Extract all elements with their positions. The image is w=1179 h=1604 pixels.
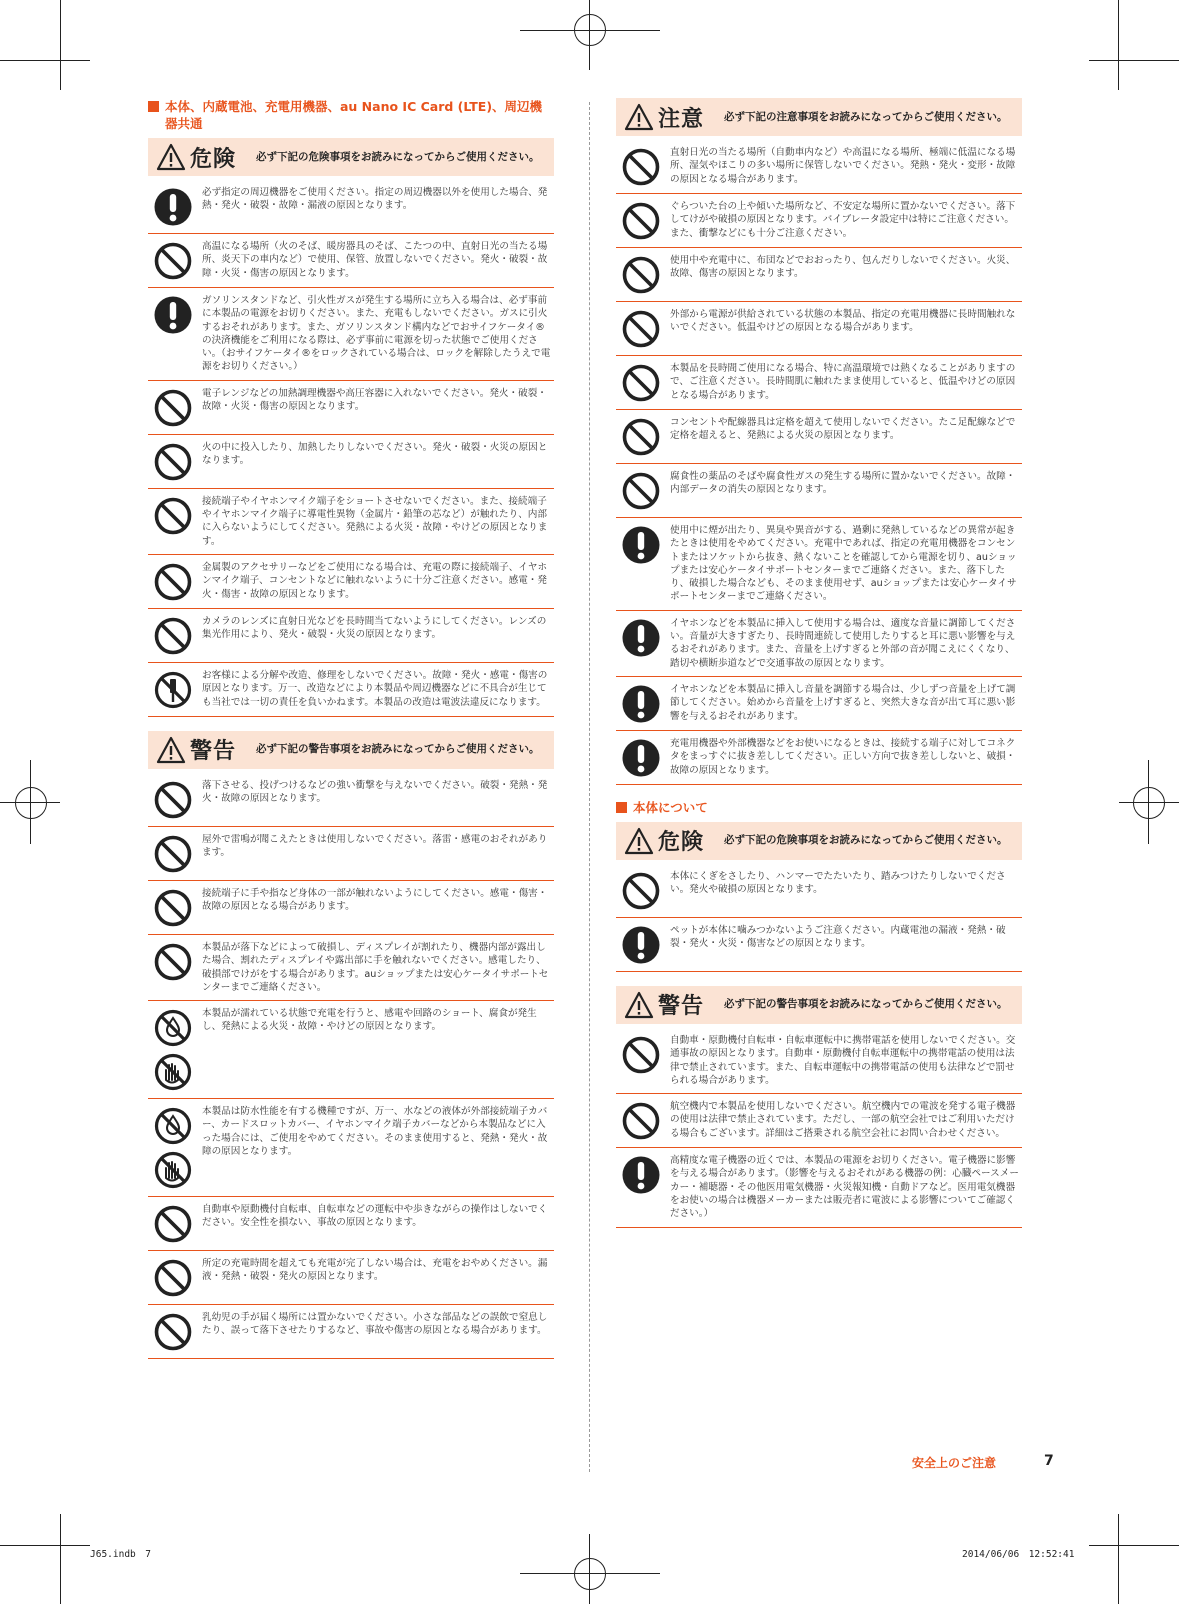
banner-word: 危険 [190, 146, 237, 172]
section-title-text: 本体、内蔵電池、充電用機器、au Nano IC Card (LTE)、周辺機器共通 [165, 99, 543, 131]
banner-word: 注意 [658, 106, 705, 132]
list-item [148, 555, 554, 609]
item-text: 所定の充電時間を超えても充電が完了しない場合は、充電をおやめください。漏液・発熱・破裂・発火の原因となります。 [202, 1258, 548, 1283]
crop-mark [1089, 60, 1179, 61]
prohibited-icon [621, 471, 661, 511]
item-icon-group [148, 561, 198, 602]
list-item [148, 234, 554, 288]
warning-items [148, 773, 554, 1359]
item-icon-group [148, 240, 198, 281]
item-text: 本体にくぎをさしたり、ハンマーでたたいたり、踏みつけたりしないでください。発火や破損の原因となります。 [670, 870, 1006, 896]
item-text: ガソリンスタンドなど、引火性ガスが発生する場所に立ち入る場合は、必ず事前に本製品の電源をお切りください。また、充電もしないでください。ガスに引火するおそれがあります。また、ガソリンスタンド構内などでおサイフケータイ®の決済機能をご利用になる際は、必ず事前に電源を切った状態でご使用ください。（おサイフケータイ®をロックされている場合は、ロックを解除したうえで電源をお切りください。） [202, 295, 551, 373]
item-text: 使用中に煙が出たり、異臭や異音がする、過剰に発熱しているなどの異常が起きたときは使用をやめてください。充電中であれば、指定の充電用機器をコンセントまたはソケットから抜き、熱くないことを確認してから電源を切り、auショップまたは安心ケータイサポートセンターまでご連絡ください。また、落下したり、破損した場合なども、そのまま使用せず、auショップまたは安心ケータイサポートセンターまでご連絡ください。 [670, 525, 1017, 603]
item-icon-group [148, 441, 198, 482]
mandatory-icon [621, 738, 661, 778]
prohibited-icon [153, 942, 193, 982]
item-icon-group [616, 470, 666, 511]
slug-file: J65.indb 7 [90, 1549, 151, 1560]
list-item [148, 180, 554, 234]
warning-banner [616, 986, 1022, 1024]
item-text: 本製品を長時間ご使用になる場合、特に高温環境では熱くなることがありますので、ご注意ください。長時間肌に触れたまま使用していると、低温やけどの原因となる場合があります。 [670, 363, 1016, 401]
list-item [148, 435, 554, 489]
item-icon-group [148, 1105, 198, 1190]
item-icon-group [148, 941, 198, 982]
item-text: 本製品が落下などによって破損し、ディスプレイが割れたり、機器内部が露出した場合、割れたディスプレイや露出部に手を触れないでください。感電したり、破損部でけがをする場合があります。auショップまたは安心ケータイサポートセンターまでご連絡ください。 [202, 941, 549, 993]
mandatory-icon [621, 684, 661, 724]
list-item [616, 918, 1022, 972]
prohibited-icon [621, 363, 661, 403]
no-wet-hands-icon [153, 1052, 193, 1092]
prohibited-icon [621, 147, 661, 187]
no-wet-icon [153, 1106, 193, 1146]
prohibited-icon [621, 255, 661, 295]
list-item [616, 1094, 1022, 1148]
banner-word: 危険 [658, 830, 705, 856]
prohibited-icon [153, 496, 193, 536]
crop-mark [1118, 0, 1119, 90]
list-item [148, 1001, 554, 1099]
mandatory-icon [621, 1155, 661, 1195]
prohibited-icon [153, 780, 193, 820]
item-icon-group [148, 1311, 198, 1352]
page-number: 7 [1044, 1453, 1054, 1469]
item-text: 腐食性の薬品のそばや腐食性ガスの発生する場所に置かないでください。故障・内部データの消失の原因となります。 [670, 471, 1016, 496]
prohibited-icon [153, 388, 193, 428]
item-text: 自動車や原動機付自転車、自転車などの運転中や歩きながらの操作はしないでください。安全性を損ない、事故の原因となります。 [202, 1204, 548, 1229]
no-disassembly-icon [153, 670, 193, 710]
item-icon-group [616, 1154, 666, 1195]
banner-lead: 必ず下記の注意事項をお読みになってからご使用ください。 [724, 110, 1008, 123]
item-icon-group [616, 308, 666, 349]
item-text: 乳幼児の手が届く場所には置かないでください。小さな部品などの誤飲で窒息したり、誤って落下させたりするなど、事故や傷害の原因となる場合があります。 [202, 1312, 548, 1337]
item-icon-group [616, 1034, 666, 1075]
list-item [148, 609, 554, 663]
warning-triangle-icon [156, 142, 186, 172]
item-icon-group [148, 1257, 198, 1298]
item-text: 本製品は防水性能を有する機種ですが、万一、水などの液体が外部接続端子カバー、カードスロットカバー、イヤホンマイク端子カバーなどから本製品などに入った場合には、ご使用をやめてください。そのまま使用すると、発熱・発火・故障の原因となります。 [202, 1106, 548, 1158]
item-icon-group [616, 683, 666, 724]
no-wet-icon [153, 1008, 193, 1048]
danger-banner [148, 138, 554, 176]
list-item [148, 1305, 554, 1359]
item-text: 使用中や充電中に、布団などでおおったり、包んだりしないでください。火災、故障、傷害の原因となります。 [670, 255, 1016, 280]
crop-mark [60, 1514, 61, 1604]
item-icon-group [148, 833, 198, 874]
item-text: コンセントや配線器具は定格を超えて使用しないでください。たこ足配線などで定格を超えると、発熱による火災の原因となります。 [670, 417, 1016, 442]
crop-mark [0, 60, 90, 61]
item-text: イヤホンなどを本製品に挿入し音量を調節する場合は、少しずつ音量を上げて調節してください。始めから音量を上げすぎると、突然大きな音が出て耳に悪い影響を与えるおそれがあります。 [670, 683, 1016, 722]
prohibited-icon [621, 201, 661, 241]
item-icon-group [616, 254, 666, 295]
danger-banner [616, 822, 1022, 860]
item-text: 高精度な電子機器の近くでは、本製品の電源をお切りください。電子機器に影響を与える場合があります。（影響を与えるおそれがある機器の例：心臓ペースメーカー・補聴器・その他医用電気機器・火災報知機・自動ドアなど。医用電気機器をお使いの場合は機器メーカーまたは販売者に電波による影響についてご確認ください。） [670, 1155, 1019, 1220]
item-icon-group [148, 1203, 198, 1244]
warning-triangle-icon [624, 990, 654, 1020]
list-item [616, 248, 1022, 302]
crop-mark [1089, 1545, 1179, 1546]
list-item [616, 464, 1022, 518]
list-item [616, 677, 1022, 731]
registration-mark [1133, 787, 1165, 819]
warning-triangle-icon [156, 735, 186, 765]
item-icon-group [148, 669, 198, 710]
list-item [616, 731, 1022, 785]
item-text: 直射日光の当たる場所（自動車内など）や高温になる場所、極端に低温になる場所、湿気やほこりの多い場所に保管しないでください。発熱・発火・変形・故障の原因となる場合があります。 [670, 147, 1016, 185]
warning-items [616, 1028, 1022, 1228]
prohibited-icon [621, 871, 661, 911]
list-item [148, 663, 554, 717]
list-item [616, 1028, 1022, 1094]
item-icon-group [148, 779, 198, 820]
item-text: カメラのレンズに直射日光などを長時間当てないようにしてください。レンズの集光作用により、発火・破裂・火災の原因となります。 [202, 615, 547, 641]
prohibited-icon [621, 1035, 661, 1075]
square-bullet-icon [616, 802, 627, 813]
item-icon-group [616, 416, 666, 457]
prohibited-icon [153, 562, 193, 602]
prohibited-icon [153, 1204, 193, 1244]
section-title [148, 98, 554, 132]
list-item [148, 381, 554, 435]
banner-word: 警告 [658, 994, 705, 1020]
item-text: 電子レンジなどの加熱調理機器や高圧容器に入れないでください。発火・破裂・故障・火災・傷害の原因となります。 [202, 387, 547, 413]
square-bullet-icon [148, 101, 159, 112]
caution-banner [616, 98, 1022, 136]
banner-lead: 必ず下記の危険事項をお読みになってからご使用ください。 [256, 150, 540, 163]
item-text: 航空機内で本製品を使用しないでください。航空機内での電波を発する電子機器の使用は法律で禁止されています。ただし、一部の航空会社ではご利用いただける場合もございます。詳細はご搭乗される航空会社にお問い合わせください。 [670, 1101, 1016, 1139]
list-item [616, 1148, 1022, 1227]
item-icon-group [148, 887, 198, 928]
item-text: ぐらついた台の上や傾いた場所など、不安定な場所に置かないでください。落下してけがや破損の原因となります。バイブレータ設定中は特にご注意ください。また、衝撃などにも十分ご注意ください。 [670, 201, 1016, 239]
list-item [148, 827, 554, 881]
item-text: 高温になる場所（火のそば、暖房器具のそば、こたつの中、直射日光の当たる場所、炎天下の車内など）で使用、保管、放置しないでください。発火・破裂・故障・火災・傷害の原因となります。 [202, 241, 548, 279]
item-text: 火の中に投入したり、加熱したりしないでください。発火・破裂・火災の原因となります。 [202, 441, 548, 467]
list-item [616, 864, 1022, 918]
mandatory-icon [621, 525, 661, 565]
list-item [616, 611, 1022, 677]
banner-lead: 必ず下記の警告事項をお読みになってからご使用ください。 [256, 743, 540, 756]
list-item [148, 773, 554, 827]
crop-mark [60, 0, 61, 90]
warning-triangle-icon [624, 102, 654, 132]
prohibited-icon [621, 1101, 661, 1141]
danger-items [148, 180, 554, 717]
item-icon-group [616, 362, 666, 403]
no-wet-hands-icon [153, 1150, 193, 1190]
warning-banner [148, 731, 554, 769]
crop-mark [0, 1545, 90, 1546]
item-icon-group [616, 146, 666, 187]
item-text: 接続端子に手や指など身体の一部が触れないようにしてください。感電・傷害・故障の原因となる場合があります。 [202, 887, 548, 913]
slug-datetime: 2014/06/06 12:52:41 [962, 1549, 1075, 1560]
section-title [616, 799, 1022, 816]
registration-mark [15, 787, 47, 819]
item-text: 屋外で雷鳴が聞こえたときは使用しないでください。落雷・感電のおそれがあります。 [202, 833, 548, 859]
mandatory-icon [621, 925, 661, 965]
footer-label: 安全上のご注意 [912, 1456, 997, 1470]
banner-word: 警告 [190, 739, 237, 765]
item-icon-group [616, 524, 666, 565]
list-item [148, 288, 554, 381]
crop-mark [1118, 1514, 1119, 1604]
banner-lead: 必ず下記の危険事項をお読みになってからご使用ください。 [724, 834, 1008, 847]
registration-mark [574, 14, 606, 46]
prohibited-icon [153, 616, 193, 656]
prohibited-icon [153, 442, 193, 482]
prohibited-icon [153, 888, 193, 928]
item-text: 自動車・原動機付自転車・自転車運転中に携帯電話を使用しないでください。交通事故の原因となります。自動車・原動機付自転車運転中の携帯電話の使用は法律で禁止されています。また、自転車運転中の携帯電話の使用も法律などで罰せられる場合があります。 [670, 1034, 1016, 1086]
item-text: 本製品が濡れている状態で充電を行うと、感電や回路のショート、腐食が発生し、発熱による火災・故障・やけどの原因となります。 [202, 1008, 537, 1033]
prohibited-icon [153, 834, 193, 874]
prohibited-icon [621, 417, 661, 457]
item-text: 金属製のアクセサリーなどをご使用になる場合は、充電の際に接続端子、イヤホンマイク端子、コンセントなどに触れないように十分ご注意ください。感電・発火・傷害・故障の原因となります。 [202, 561, 548, 600]
item-icon-group [148, 1007, 198, 1092]
danger-items [616, 864, 1022, 972]
item-icon-group [148, 495, 198, 536]
item-text: 外部から電源が供給されている状態の本製品、指定の充電用機器に長時間触れないでください。低温やけどの原因となる場合があります。 [670, 309, 1016, 334]
list-item [148, 881, 554, 935]
item-icon-group [148, 186, 198, 227]
mandatory-icon [153, 187, 193, 227]
item-text: 落下させる、投げつけるなどの強い衝撃を与えないでください。破裂・発熱・発火・故障の原因となります。 [202, 779, 548, 805]
list-item [148, 1099, 554, 1197]
list-item [148, 1197, 554, 1251]
list-item [616, 356, 1022, 410]
item-text: イヤホンなどを本製品に挿入して使用する場合は、適度な音量に調節してください。音量が大きすぎたり、長時間連続して使用したりすると耳に悪い影響を与えるおそれがあります。また、音量を上げすぎると外部の音が聞こえにくくなり、踏切や横断歩道などで交通事故の原因となります。 [670, 617, 1016, 669]
mandatory-icon [621, 618, 661, 658]
prohibited-icon [153, 1312, 193, 1352]
right-column [616, 98, 1022, 1228]
list-item [616, 410, 1022, 464]
list-item [148, 489, 554, 555]
item-text: 接続端子やイヤホンマイク端子をショートさせないでください。また、接続端子やイヤホンマイク端子に導電性異物（金属片・鉛筆の芯など）が触れたり、内部に入らないようにしてください。発熱による火災・故障・やけどの原因となります。 [202, 495, 548, 547]
warning-triangle-icon [624, 826, 654, 856]
item-icon-group [148, 294, 198, 335]
list-item [616, 518, 1022, 611]
caution-items [616, 140, 1022, 785]
item-text: ペットが本体に噛みつかないようご注意ください。内蔵電池の漏液・発熱・破裂・発火・火災・傷害などの原因となります。 [670, 924, 1006, 950]
item-text: 充電用機器や外部機器などをお使いになるときは、接続する端子に対してコネクタをまっすぐに抜き差ししてください。正しい方向で抜き差ししないと、破損・故障の原因となります。 [670, 737, 1016, 776]
prohibited-icon [621, 309, 661, 349]
list-item [148, 935, 554, 1001]
prohibited-icon [153, 1258, 193, 1298]
banner-lead: 必ず下記の警告事項をお読みになってからご使用ください。 [724, 998, 1008, 1011]
item-text: お客様による分解や改造、修理をしないでください。故障・発火・感電・傷害の原因となります。万一、改造などにより本製品や周辺機器などに不具合が生じても当社では一切の責任を負いかねます。本製品の改造は電波法違反になります。 [202, 669, 548, 708]
item-icon-group [148, 387, 198, 428]
column-divider [589, 102, 590, 1472]
item-icon-group [616, 617, 666, 658]
list-item [616, 194, 1022, 248]
item-text: 必ず指定の周辺機器をご使用ください。指定の周辺機器以外を使用した場合、発熱・発火・破裂・故障・漏液の原因となります。 [202, 187, 548, 212]
registration-mark [574, 1558, 606, 1590]
item-icon-group [616, 1100, 666, 1141]
list-item [616, 302, 1022, 356]
item-icon-group [148, 615, 198, 656]
list-item [616, 140, 1022, 194]
item-icon-group [616, 737, 666, 778]
item-icon-group [616, 200, 666, 241]
item-icon-group [616, 870, 666, 911]
section-title-text: 本体について [633, 799, 708, 815]
prohibited-icon [153, 241, 193, 281]
item-icon-group [616, 924, 666, 965]
mandatory-icon [153, 295, 193, 335]
left-column [148, 98, 554, 1359]
list-item [148, 1251, 554, 1305]
